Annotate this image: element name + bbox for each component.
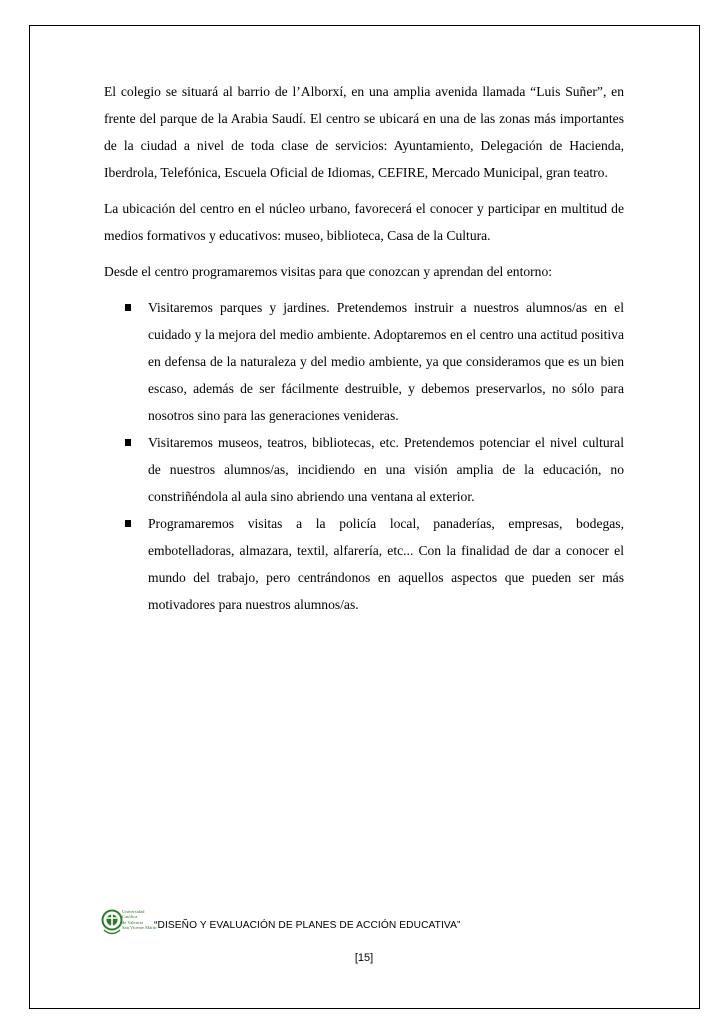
paragraph-visits-intro: Desde el centro programaremos visitas para que conozcan y aprendan del entorno: [104,264,553,279]
page-number: [15] [354,952,374,964]
paragraph-location: El colegio se situará al barrio de l’Alborxí, en una amplia avenida llamada “Luis Suñer”, en frente del parque de la Arabia Saudí. El centro se ubicará en una de las zonas más importantes de la ciudad a nivel de toda clase de servicios: Ayuntamiento, Delegación de Hacienda, Iberdrola, Telefónica, Escuela Oficial de Idiomas, CEFIRE, Mercado Municipal, gran teatro. [104,84,624,180]
list-item-text: Programaremos visitas a la policía local, panaderías, empresas, bodegas, embotelladoras, almazara, textil, alfarería, etc... Con la finalidad de dar a conocer el mundo del trabajo, pero centrándonos en aquellos aspectos que pueden ser más motivadores para nuestros alumnos/as. [148,516,624,612]
footer-title: “DISEÑO Y EVALUACIÓN DE PLANES DE ACCIÓN EDUCATIVA” [154,920,461,931]
logo-line: Católica [122,914,138,920]
logo-line: Universidad [122,909,145,914]
square-bullet-icon [125,304,131,311]
square-bullet-icon [125,439,131,446]
list-item [104,429,624,510]
square-bullet-icon [125,520,131,527]
paragraph-urban-center: La ubicación del centro en el núcleo urbano, favorecerá el conocer y participar en multitud de medios formativos y educativos: museo, biblioteca, Casa de la Cultura. [104,201,624,243]
list-item-text: Visitaremos museos, teatros, bibliotecas, etc. Pretendemos potenciar el nivel cultural de nuestros alumnos/as, incidiendo en una visión amplia de la educación, no constriñéndola al aula sino abriendo una ventana al exterior. [148,435,624,504]
logo-line: San Vicente Mártir [122,925,157,931]
logo-line: de Valencia [122,919,144,925]
list-item [104,510,624,618]
visits-list [104,294,624,618]
list-item [104,294,624,429]
list-item-text: Visitaremos parques y jardines. Pretendemos instruir a nuestros alumnos/as en el cuidado y la mejora del medio ambiente. Adoptaremos en el centro una actitud positiva en defensa de la naturaleza y del medio ambiente, ya que consideramos que es un bien escaso, además de ser fácilmente destruible, y debemos preservarlos, no sólo para nosotros sino para las generaciones venideras. [148,300,624,423]
document-body [104,78,624,618]
